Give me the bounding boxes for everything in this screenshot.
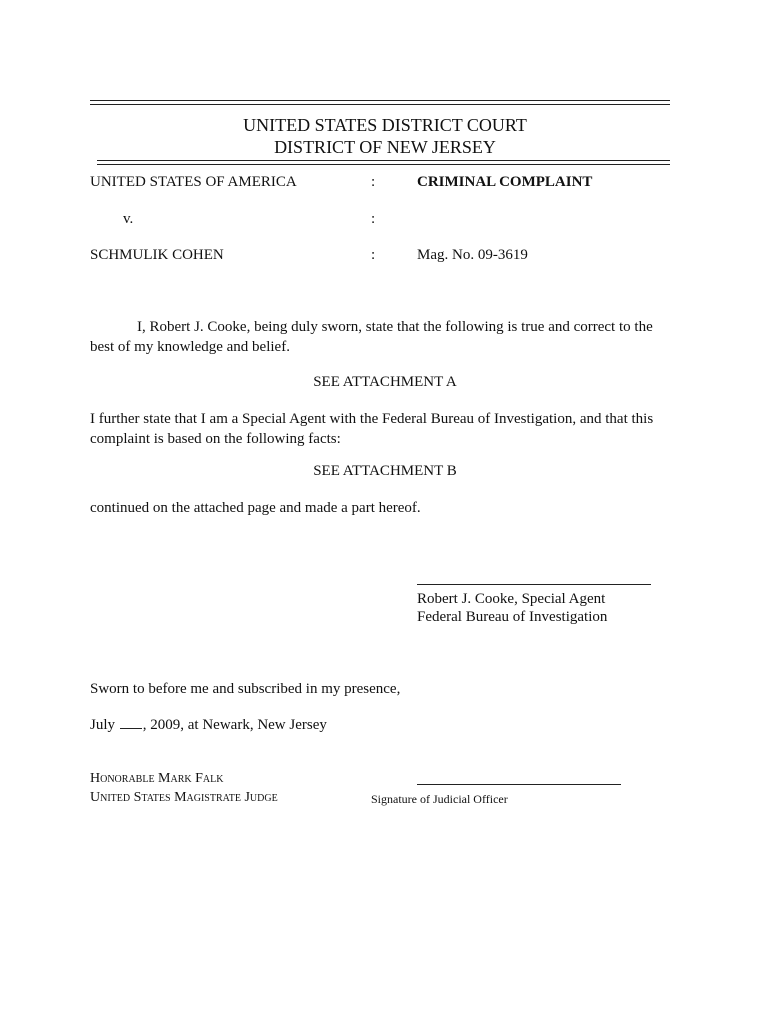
agent-name-title: Robert J. Cooke, Special Agent bbox=[417, 591, 606, 607]
sworn-date-line bbox=[90, 716, 327, 734]
header-double-rule bbox=[97, 160, 670, 165]
judge-title bbox=[90, 789, 278, 807]
judge-name bbox=[90, 770, 223, 788]
defendant-name: SCHMULIK COHEN bbox=[90, 247, 224, 263]
agent-paragraph: I further state that I am a Special Agent with the Federal Bureau of Investigation, and that this complaint is based on the following facts: bbox=[90, 411, 654, 447]
versus-label: v. bbox=[123, 211, 134, 227]
agent-signature-line bbox=[417, 584, 651, 585]
attachment-a-label: SEE ATTACHMENT A bbox=[313, 374, 457, 390]
court-name: UNITED STATES DISTRICT COURT bbox=[243, 115, 527, 135]
sworn-statement: Sworn to before me and subscribed in my presence, bbox=[90, 681, 401, 697]
day-blank-line bbox=[120, 718, 142, 729]
document-type: CRIMINAL COMPLAINT bbox=[417, 174, 593, 190]
plaintiff-name: UNITED STATES OF AMERICA bbox=[90, 174, 297, 190]
magistrate-number: Mag. No. 09-3619 bbox=[417, 247, 528, 263]
sworn-date-location: , 2009, at Newark, New Jersey bbox=[142, 717, 327, 733]
judicial-signature-caption: Signature of Judicial Officer bbox=[371, 792, 508, 806]
judicial-signature-line bbox=[417, 784, 621, 785]
judge-name-text: Honorable Mark Falk bbox=[90, 771, 224, 786]
agent-agency: Federal Bureau of Investigation bbox=[417, 609, 608, 625]
oath-paragraph: I, Robert J. Cooke, being duly sworn, state that the following is true and correct to the best of my knowledge and belief. bbox=[90, 319, 653, 355]
sworn-date-month: July bbox=[90, 717, 116, 733]
attachment-b-label: SEE ATTACHMENT B bbox=[313, 463, 457, 479]
caption-colon-3: : bbox=[371, 247, 376, 263]
caption-colon-1: : bbox=[371, 174, 376, 190]
top-double-rule bbox=[90, 100, 670, 105]
caption-colon-2: : bbox=[371, 211, 376, 227]
court-district: DISTRICT OF NEW JERSEY bbox=[274, 137, 496, 157]
continued-statement: continued on the attached page and made a part hereof. bbox=[90, 500, 421, 516]
judge-title-text: United States Magistrate Judge bbox=[90, 790, 278, 805]
